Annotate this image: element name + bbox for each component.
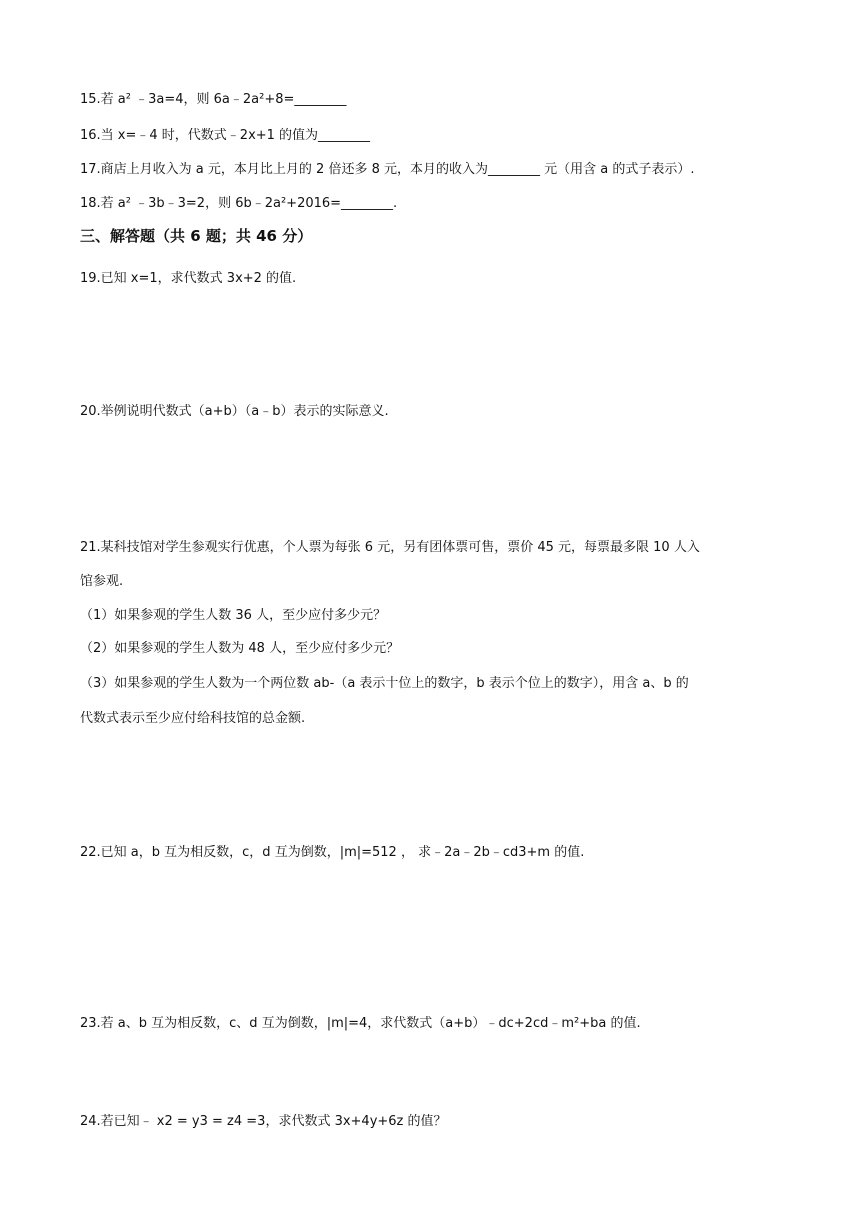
- question-20: 20.举例说明代数式（a+b）（a﹣b）表示的实际意义.: [80, 404, 389, 419]
- question-21-part-3-line-1: （3）如果参观的学生人数为一个两位数 ab-（a 表示十位上的数字，b 表示个位上的数字），用含 a、b 的: [80, 676, 689, 691]
- question-17: 17.商店上月收入为 a 元，本月比上月的 2 倍还多 8 元，本月的收入为________ 元（用含 a 的式子表示）.: [80, 162, 695, 177]
- question-15: 15.若 a² ﹣3a=4，则 6a﹣2a²+8=________: [80, 92, 347, 107]
- section-heading: 三、解答题（共 6 题；共 46 分）: [80, 227, 313, 245]
- question-16: 16.当 x=﹣4 时，代数式﹣2x+1 的值为________: [80, 128, 371, 143]
- question-21-line-2: 馆参观.: [80, 574, 124, 589]
- question-23: 23.若 a、b 互为相反数，c、d 互为倒数，|m|=4，求代数式（a+b）﹣dc+2cd﹣m²+ba 的值.: [80, 1016, 641, 1031]
- question-21-part-2: （2）如果参观的学生人数为 48 人，至少应付多少元？: [80, 641, 400, 656]
- question-21-part-3-line-2: 代数式表示至少应付给科技馆的总金额.: [80, 711, 306, 726]
- question-22: 22.已知 a，b 互为相反数，c，d 互为倒数，|m|=512 ， 求﹣2a﹣2b﹣cd3+m 的值.: [80, 845, 585, 860]
- question-21-part-1: （1）如果参观的学生人数 36 人，至少应付多少元？: [80, 608, 387, 623]
- question-24: 24.若已知﹣ x2 = y3 = z4 =3，求代数式 3x+4y+6z 的值？: [80, 1114, 447, 1129]
- question-19: 19.已知 x=1，求代数式 3x+2 的值.: [80, 271, 297, 286]
- question-18: 18.若 a² ﹣3b﹣3=2，则 6b﹣2a²+2016=________.: [80, 196, 398, 211]
- question-21-line-1: 21.某科技馆对学生参观实行优惠，个人票为每张 6 元，另有团体票可售，票价 45 元，每票最多限 10 人入: [80, 540, 700, 555]
